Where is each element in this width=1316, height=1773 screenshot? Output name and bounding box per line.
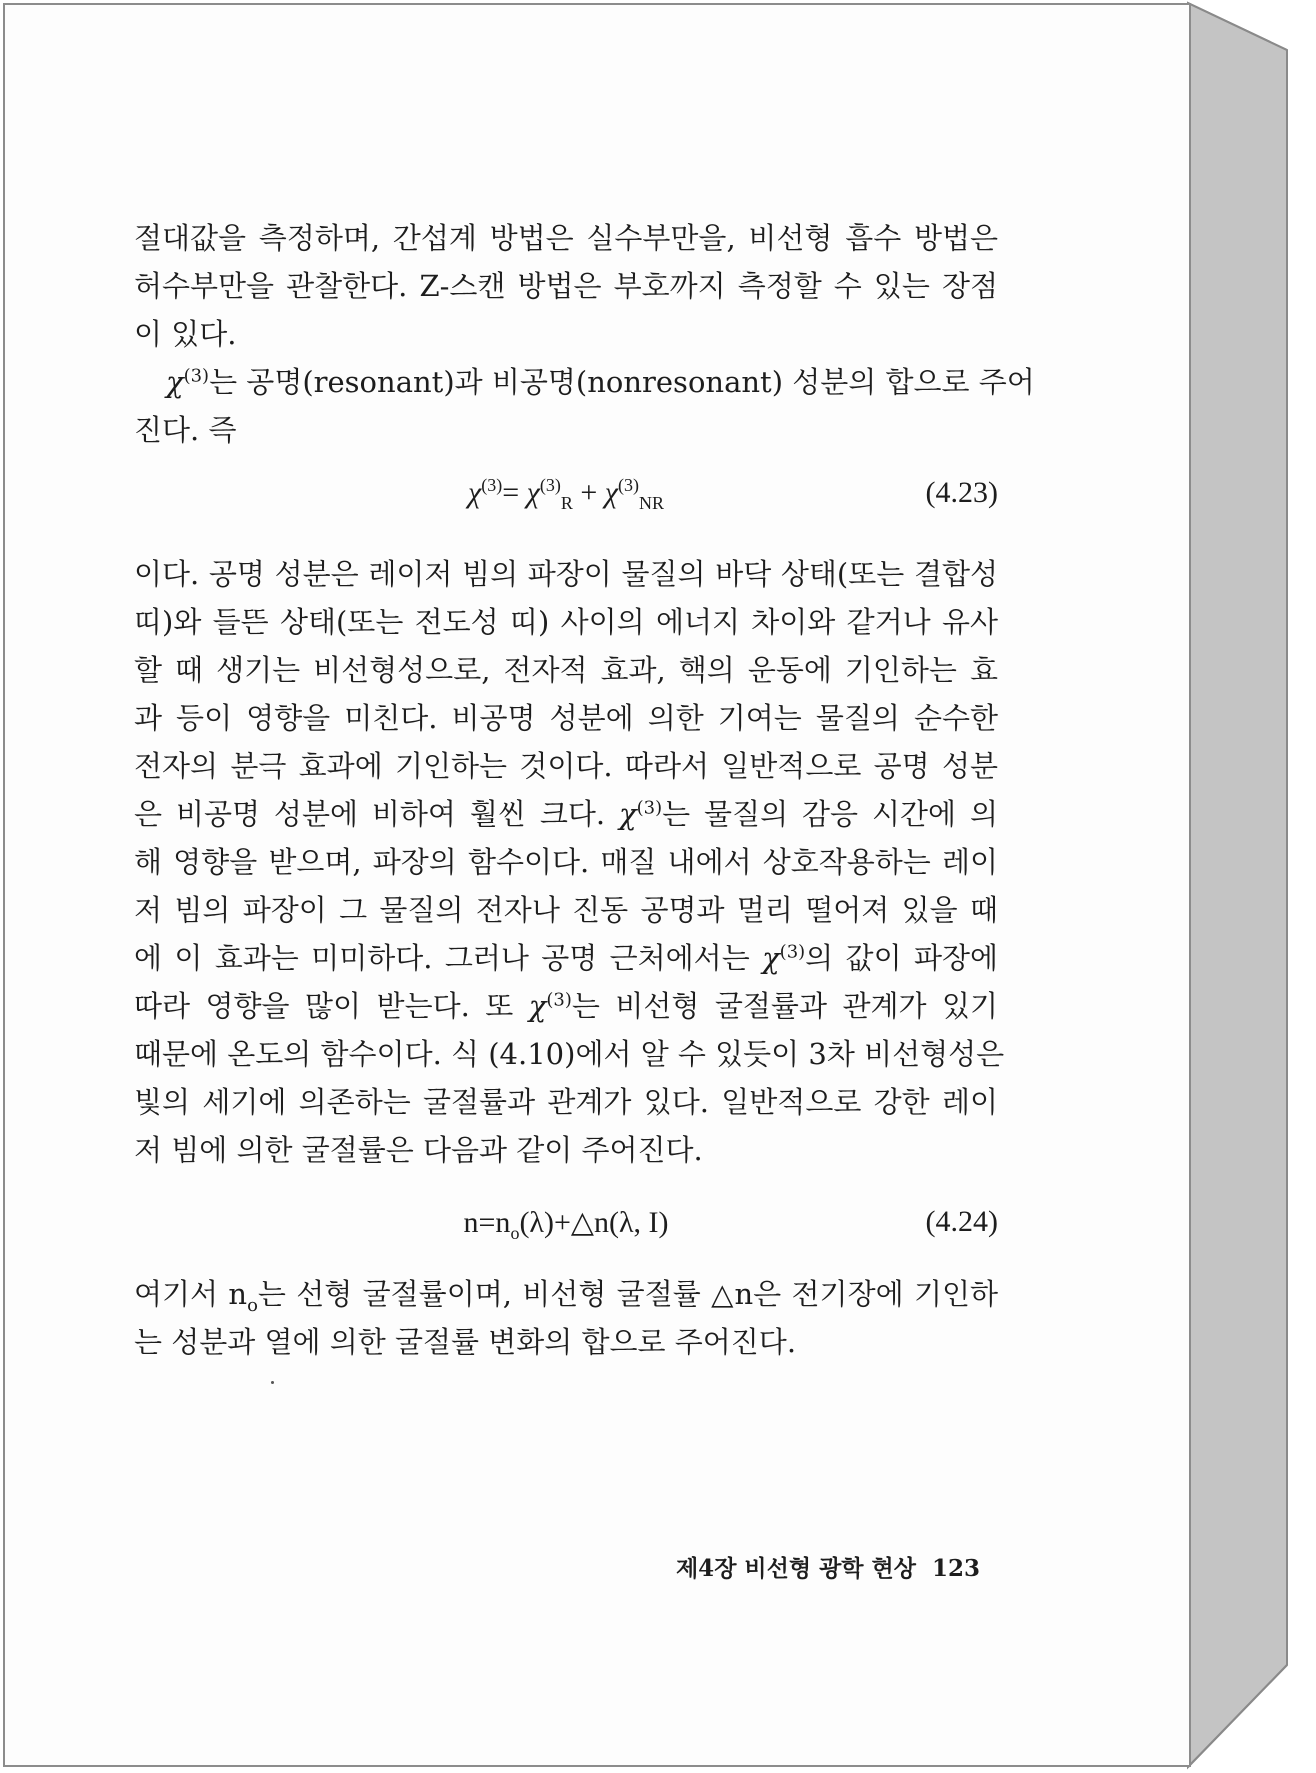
text-line: 때문에 온도의 함수이다. 식 (4.10)에서 알 수 있듯이 3차 비선형성은 xyxy=(134,1037,1005,1071)
text-line: 이 있다. xyxy=(134,317,237,351)
text-fragment: 는 선형 굴절률이며, 비선형 굴절률 △n은 전기장에 기인하 xyxy=(257,1277,998,1311)
superscript: (3) xyxy=(617,475,639,495)
paragraph-3 xyxy=(134,550,1005,1174)
text-line: 는 성분과 열에 의한 굴절률 변화의 합으로 주어진다. xyxy=(134,1325,797,1359)
equation-4-24 xyxy=(134,1205,998,1255)
text-line xyxy=(134,358,1035,406)
text-line: 절대값을 측정하며, 간섭계 방법은 실수부만을, 비선형 흡수 방법은 xyxy=(134,221,998,255)
chi-symbol: χ xyxy=(619,797,637,831)
page-number: 123 xyxy=(931,1555,980,1582)
chi-symbol: χ xyxy=(166,365,184,399)
equation-expression xyxy=(134,475,998,513)
text-fragment: 은 비공명 성분에 비하여 훨씬 크다. xyxy=(134,797,620,831)
subscript-nr: NR xyxy=(638,493,664,513)
text-fragment: 는 물질의 감응 시간에 의 xyxy=(662,797,998,831)
equation-lhs: n=n xyxy=(463,1206,511,1239)
text-line: 저 빔에 의한 굴절률은 다음과 같이 주어진다. xyxy=(134,1133,703,1167)
chi-symbol: χ xyxy=(468,476,482,509)
text-line xyxy=(134,790,998,838)
superscript: (3) xyxy=(481,475,503,495)
text-line: 진다. 즉 xyxy=(134,413,237,447)
chi-symbol: χ xyxy=(526,476,540,509)
subscript-zero: o xyxy=(510,1223,520,1243)
text-line: 할 때 생기는 비선형성으로, 전자적 효과, 핵의 운동에 기인하는 효 xyxy=(134,653,998,687)
text-line: 해 영향을 받으며, 파장의 함수이다. 매질 내에서 상호작용하는 레이 xyxy=(134,845,998,879)
page-footer xyxy=(600,1550,980,1583)
subscript-zero: o xyxy=(247,1294,258,1316)
text-fragment: 에 이 효과는 미미하다. 그러나 공명 근처에서는 xyxy=(134,941,763,975)
equation-4-23 xyxy=(134,476,998,526)
text-fragment: 의 값이 파장에 xyxy=(805,941,998,975)
chi-symbol: χ xyxy=(528,989,547,1023)
paragraph-1 xyxy=(134,214,998,358)
book-side-face xyxy=(1188,3,1287,1767)
text-line xyxy=(134,934,998,982)
chi-symbol: χ xyxy=(762,941,780,975)
text-line: 이다. 공명 성분은 레이저 빔의 파장이 물질의 바닥 상태(또는 결합성 xyxy=(134,557,998,591)
superscript: (3) xyxy=(779,941,806,963)
text-line: 과 등이 영향을 미친다. 비공명 성분에 의한 기여는 물질의 순수한 xyxy=(134,701,998,735)
equation-number: (4.24) xyxy=(925,1205,998,1238)
text-line: 저 빔의 파장이 그 물질의 전자나 진동 공명과 멀리 떨어져 있을 때 xyxy=(134,893,998,927)
text-line: 띠)와 들뜬 상태(또는 전도성 띠) 사이의 에너지 차이와 같거나 유사 xyxy=(134,605,998,639)
plus-sign: + xyxy=(572,476,605,509)
text-fragment: 따라 영향을 많이 받는다. 또 xyxy=(134,989,529,1023)
chapter-title: 제4장 비선형 광학 현상 xyxy=(675,1555,916,1582)
text-line: 전자의 분극 효과에 기인하는 것이다. 따라서 일반적으로 공명 성분 xyxy=(134,749,998,783)
equation-number: (4.23) xyxy=(925,476,998,509)
equation-expression xyxy=(134,1205,998,1243)
superscript: (3) xyxy=(546,989,572,1011)
text-fragment: 여기서 n xyxy=(134,1277,248,1311)
text-fragment: 는 비선형 굴절률과 관계가 있기 xyxy=(571,989,998,1023)
text-fragment: 는 공명(resonant)과 비공명(nonresonant) 성분의 합으로 주어 xyxy=(209,365,1035,399)
paragraph-4 xyxy=(134,1270,998,1366)
print-speck xyxy=(271,1381,274,1384)
text-line xyxy=(134,1270,998,1318)
subscript-r: R xyxy=(560,493,573,513)
equals-sign: = xyxy=(502,476,527,509)
superscript: (3) xyxy=(183,365,210,387)
superscript: (3) xyxy=(539,475,561,495)
chi-symbol: χ xyxy=(604,476,618,509)
text-line xyxy=(134,982,998,1030)
text-line: 빛의 세기에 의존하는 굴절률과 관계가 있다. 일반적으로 강한 레이 xyxy=(134,1085,998,1119)
equation-rhs: (λ)+△n(λ, I) xyxy=(519,1206,669,1239)
paragraph-2 xyxy=(134,358,1035,454)
superscript: (3) xyxy=(636,797,663,819)
text-line: 허수부만을 관찰한다. Z-스캔 방법은 부호까지 측정할 수 있는 장점 xyxy=(134,269,998,303)
